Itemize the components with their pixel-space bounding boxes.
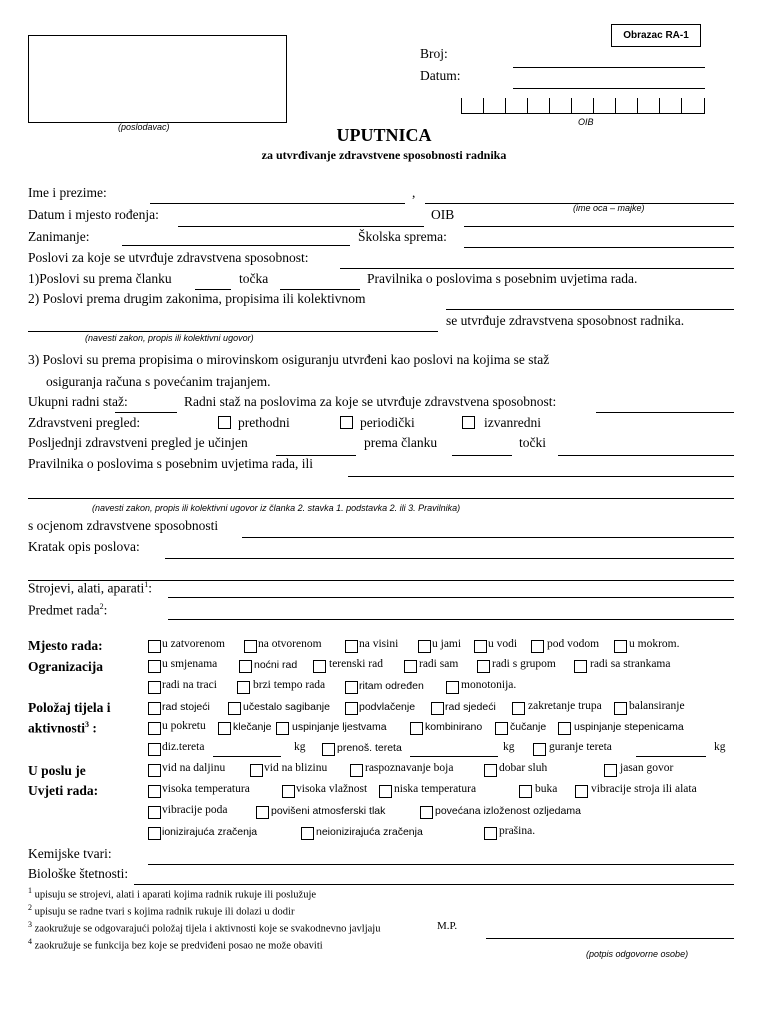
oib-label: OIB — [431, 207, 455, 222]
option-label: u jami — [432, 638, 462, 650]
checkbox[interactable] — [256, 806, 269, 819]
option-label: na otvorenom — [258, 638, 322, 650]
checkbox[interactable] — [418, 640, 431, 653]
ukupni-label: Ukupni radni staž: — [28, 394, 128, 409]
option-label: visoka temperatura — [162, 783, 250, 795]
diz-tereta-line[interactable] — [213, 756, 281, 757]
checkbox[interactable] — [420, 806, 433, 819]
p1b-text: točka — [239, 271, 269, 286]
footnote-1: $^1$ upisuju se strojevi, alati i aparati kojima radnik rukuje ili poslužuje — [28, 886, 317, 901]
periodicki-label: periodički — [360, 415, 415, 430]
option-label: monotonija. — [461, 679, 517, 691]
datum-label: Datum: — [420, 68, 461, 83]
checkbox[interactable] — [301, 827, 314, 840]
checkbox[interactable] — [614, 702, 627, 715]
checkbox[interactable] — [379, 785, 392, 798]
checkbox[interactable] — [484, 764, 497, 777]
checkbox[interactable] — [519, 785, 532, 798]
option-label: visoka vlažnost — [296, 783, 368, 795]
p2b-text: se utvrđuje zdravstvena sposobnost radnika. — [446, 313, 685, 328]
prenos-tereta-line[interactable] — [410, 756, 498, 757]
checkbox[interactable] — [345, 640, 358, 653]
skolska-label: Školska sprema: — [358, 229, 447, 244]
pravilnika-line[interactable] — [348, 476, 734, 477]
checkbox[interactable] — [237, 681, 250, 694]
checkbox[interactable] — [148, 764, 161, 777]
datum-rodenja-label: Datum i mjesto rođenja: — [28, 207, 159, 222]
uposlu-heading-2: Uvjeti rada: — [28, 783, 99, 798]
page-title: UPUTNICA — [336, 125, 432, 145]
checkbox[interactable] — [239, 660, 252, 673]
checkbox[interactable] — [512, 702, 525, 715]
option-label: radi s grupom — [492, 658, 556, 670]
checkbox[interactable] — [148, 640, 161, 653]
posljednji-label: Posljednji zdravstveni pregled je učinjen — [28, 435, 248, 450]
option-label: na visini — [359, 638, 399, 650]
checkbox[interactable] — [148, 827, 161, 840]
option-label: radi sa strankama — [590, 658, 671, 670]
option-label: zakretanje trupa — [528, 700, 602, 712]
checkbox[interactable] — [484, 827, 497, 840]
radni-staz-line[interactable] — [596, 412, 734, 413]
checkbox[interactable] — [276, 722, 289, 735]
polozaj-heading-2: aktivnosti$^3$ : — [28, 720, 97, 736]
checkbox[interactable] — [148, 785, 161, 798]
option-label: prenoš. tereta — [337, 742, 402, 754]
ime-oca-note: (ime oca – majke) — [573, 203, 645, 213]
footnote-4: $^4$ zaokružuje se funkcija bez koje se predviđeni posao ne može obaviti — [28, 937, 323, 952]
page-subtitle: za utvrđivanje zdravstvene sposobnosti radnika — [261, 148, 507, 162]
p3b-text: osiguranja računa s povećanim trajanjem. — [46, 374, 271, 389]
checkbox[interactable] — [228, 702, 241, 715]
oib-note: OIB — [578, 117, 594, 127]
ocjena-line[interactable] — [242, 537, 734, 538]
option-label: radi sam — [419, 658, 459, 670]
checkbox[interactable] — [410, 722, 423, 735]
ocjena-label: s ocjenom zdravstvene sposobnosti — [28, 518, 219, 533]
option-label: povišeni atmosferski tlak — [271, 805, 386, 817]
checkbox[interactable] — [531, 640, 544, 653]
checkbox[interactable] — [495, 722, 508, 735]
checkbox[interactable] — [345, 681, 358, 694]
skolska-line[interactable] — [464, 247, 734, 248]
checkbox[interactable] — [313, 660, 326, 673]
option-label: prašina. — [499, 825, 536, 837]
p2-text: 2) Poslovi prema drugim zakonima, propisima ili kolektivnom — [28, 291, 366, 306]
zakon-line[interactable] — [28, 498, 734, 499]
footnote-3: $^3$ zaokružuje se odgovarajući položaj tijela i aktivnosti koje se svakodnevno javljaju — [28, 920, 381, 935]
checkbox[interactable] — [477, 660, 490, 673]
option-label: vid na blizinu — [264, 762, 328, 774]
ime-line[interactable] — [150, 203, 405, 204]
option-label: noćni rad — [254, 659, 298, 671]
checkbox[interactable] — [350, 764, 363, 777]
oib-line[interactable] — [464, 226, 734, 227]
unit-kg: kg — [714, 741, 726, 753]
checkbox[interactable] — [345, 702, 358, 715]
p1c-text: Pravilnika o poslovima s posebnim uvjetima rada. — [367, 271, 638, 286]
checkbox[interactable] — [614, 640, 627, 653]
checkbox[interactable] — [148, 743, 161, 756]
poslovi-line[interactable] — [340, 268, 734, 269]
checkbox[interactable] — [148, 722, 161, 735]
mjesto-heading: Mjesto rada: — [28, 638, 103, 653]
checkbox[interactable] — [282, 785, 295, 798]
strojevi-line[interactable] — [168, 597, 734, 598]
prema-clanku-line[interactable] — [452, 455, 512, 456]
option-label: balansiranje — [629, 700, 685, 712]
option-label: učestalo sagibanje — [243, 701, 330, 713]
checkbox[interactable] — [446, 681, 459, 694]
tocki-label: točki — [519, 435, 546, 450]
prethodni-checkbox[interactable] — [218, 416, 231, 429]
option-label: jasan govor — [620, 762, 674, 774]
checkbox[interactable] — [322, 743, 335, 756]
oib-boxes[interactable] — [461, 98, 705, 114]
checkbox[interactable] — [574, 660, 587, 673]
option-label: diz.tereta — [162, 741, 205, 753]
izvanredni-label: izvanredni — [484, 415, 541, 430]
kemijske-line[interactable] — [148, 864, 734, 865]
option-label: vid na daljinu — [162, 762, 226, 774]
pregled-label: Zdravstveni pregled: — [28, 415, 141, 430]
strojevi-label: Strojevi, alati, aparati$^1$: — [28, 580, 152, 596]
prema-clanku-label: prema članku — [364, 435, 438, 450]
p1a-text: 1)Poslovi su prema članku — [28, 271, 172, 286]
checkbox[interactable] — [604, 764, 617, 777]
signature-line[interactable] — [486, 938, 734, 939]
checkbox[interactable] — [533, 743, 546, 756]
clanak-line[interactable] — [195, 289, 231, 290]
option-label: brzi tempo rada — [253, 679, 326, 691]
option-label: neionizirajuća zračenja — [316, 826, 423, 838]
option-label: pod vodom — [547, 638, 600, 650]
kratak-label: Kratak opis poslova: — [28, 539, 140, 554]
option-label: guranje tereta — [549, 741, 612, 753]
kratak-line-1[interactable] — [165, 558, 734, 559]
p2-line-right[interactable] — [446, 309, 734, 310]
unit-kg: kg — [503, 741, 515, 753]
izvanredni-checkbox[interactable] — [462, 416, 475, 429]
organizacija-heading: Ogranizacija — [28, 659, 103, 674]
ime-comma: , — [412, 185, 416, 200]
option-label: dobar sluh — [499, 762, 548, 774]
checkbox[interactable] — [148, 681, 161, 694]
option-label: klečanje — [233, 721, 272, 733]
checkbox[interactable] — [218, 722, 231, 735]
option-label: u zatvorenom — [162, 638, 225, 650]
p2-line-left[interactable] — [28, 331, 438, 332]
option-label: kombinirano — [425, 721, 483, 733]
signature-note: (potpis odgovorne osobe) — [586, 949, 689, 959]
employer-box — [28, 35, 287, 123]
checkbox[interactable] — [431, 702, 444, 715]
option-label: radi na traci — [162, 679, 217, 691]
poslovi-label: Poslovi za koje se utvrđuje zdravstvena sposobnost: — [28, 250, 309, 265]
option-label: vibracije stroja ili alata — [591, 783, 697, 795]
navesti2-note: (navesti zakon, propis ili kolektivni ugovor iz članka 2. stavka 1. podstavka 2. ili 3. Pravilnika) — [92, 503, 461, 513]
bioloske-label: Biološke štetnosti: — [28, 866, 129, 881]
option-label: ionizirajuća zračenja — [162, 826, 258, 838]
radni-staz-label: Radni staž na poslovima za koje se utvrđuje zdravstvena sposobnost: — [184, 394, 557, 409]
tocka-line[interactable] — [280, 289, 360, 290]
tocki-line[interactable] — [558, 455, 734, 456]
checkbox[interactable] — [148, 702, 161, 715]
checkbox[interactable] — [474, 640, 487, 653]
predmet-text: Predmet rada — [28, 602, 100, 618]
ukupni-line[interactable] — [115, 412, 177, 413]
form-code: Obrazac RA-1 — [611, 24, 701, 47]
guranje-tereta-line[interactable] — [636, 756, 706, 757]
option-label: ritam određen — [359, 680, 424, 692]
option-label: povećana izloženost ozljedama — [435, 805, 581, 817]
datum-line[interactable] — [513, 88, 705, 89]
option-label: terenski rad — [329, 658, 383, 670]
predmet-line[interactable] — [168, 619, 734, 620]
option-label: rad sjedeći — [445, 701, 496, 713]
pravilnika-label: Pravilnika o poslovima s posebnim uvjetima rada, ili — [28, 456, 313, 471]
broj-label: Broj: — [420, 46, 448, 61]
footnote-2: $^2$ upisuju se radne tvari s kojima radnik rukuje ili dolazi u dodir — [28, 903, 295, 918]
checkbox[interactable] — [148, 806, 161, 819]
employer-note: (poslodavac) — [118, 122, 170, 132]
option-label: vibracije poda — [162, 804, 228, 816]
polozaj-heading-1: Položaj tijela i — [28, 700, 111, 715]
predmet-label: Predmet rada$^2$: — [28, 602, 108, 618]
broj-line[interactable] — [513, 67, 705, 68]
datum-rodenja-line[interactable] — [178, 226, 424, 227]
checkbox[interactable] — [244, 640, 257, 653]
option-label: u smjenama — [162, 658, 218, 670]
checkbox[interactable] — [404, 660, 417, 673]
option-label: uspinjanje stepenicama — [574, 721, 684, 733]
mp-label: M.P. — [437, 920, 458, 932]
prethodni-label: prethodni — [238, 415, 290, 430]
option-label: buka — [535, 783, 558, 795]
option-label: uspinjanje ljestvama — [292, 721, 387, 733]
option-label: u vodi — [488, 638, 518, 650]
bioloske-line[interactable] — [134, 884, 734, 885]
checkbox[interactable] — [250, 764, 263, 777]
option-label: podvlačenje — [359, 701, 416, 713]
p3a-text: 3) Poslovi su prema propisima o mirovinskom osiguranju utvrđeni kao poslovi na kojima se staž — [28, 352, 550, 367]
strojevi-text: Strojevi, alati, aparati — [28, 580, 145, 596]
checkbox[interactable] — [575, 785, 588, 798]
zanimanje-line[interactable] — [122, 245, 350, 246]
kemijske-label: Kemijske tvari: — [28, 846, 112, 861]
p2-note: (navesti zakon, propis ili kolektivni ugovor) — [85, 333, 254, 343]
checkbox[interactable] — [148, 660, 161, 673]
unit-kg: kg — [294, 741, 306, 753]
option-label: rad stojeći — [162, 701, 210, 713]
option-label: raspoznavanje boja — [365, 762, 454, 774]
option-label: niska temperatura — [394, 783, 477, 795]
checkbox[interactable] — [558, 722, 571, 735]
option-label: čučanje — [510, 721, 547, 733]
option-label: u pokretu — [162, 720, 206, 732]
option-label: u mokrom. — [629, 638, 680, 650]
periodicki-checkbox[interactable] — [340, 416, 353, 429]
uposlu-heading-1: U poslu je — [28, 763, 86, 778]
ime-label: Ime i prezime: — [28, 185, 107, 200]
zanimanje-label: Zanimanje: — [28, 229, 90, 244]
